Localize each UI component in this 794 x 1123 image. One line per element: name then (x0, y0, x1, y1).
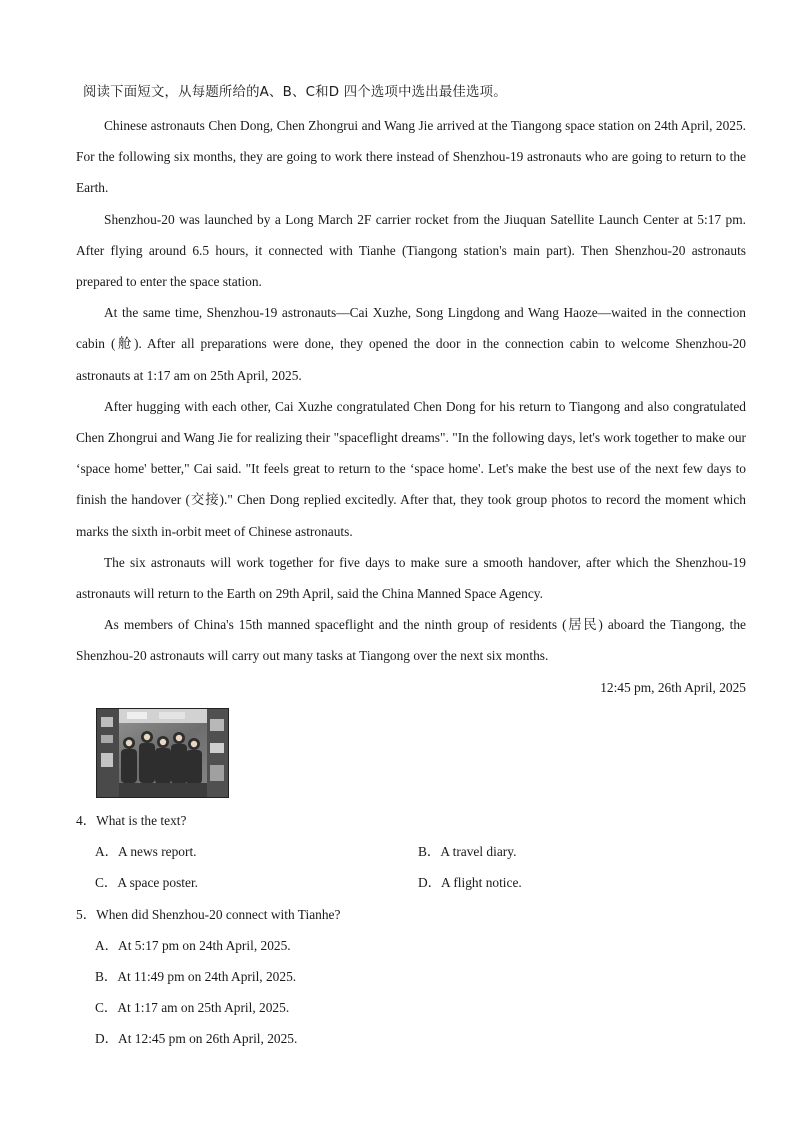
question-5-stem: 5．When did Shenzhou-20 connect with Tianhe? (76, 906, 341, 922)
article-paragraph-2: Shenzhou-20 was launched by a Long March 2F carrier rocket from the Jiuquan Satellite Launch Center at 5:17 pm. After flying around 6.5 hours, it connected with Tianhe (Tiangong station's main part). Then Shenzhou-20 astronauts prepared to enter the space station. (76, 211, 746, 290)
astronauts-photo (96, 708, 229, 798)
instruction-text: 阅读下面短文，从每题所给的A、B、C和D 四个选项中选出最佳选项。 (83, 85, 507, 100)
question-4-options (76, 836, 746, 898)
question-5-option-a[interactable]: A．At 5:17 pm on 24th April, 2025. (95, 937, 291, 953)
article-paragraph-1: Chinese astronauts Chen Dong, Chen Zhongrui and Wang Jie arrived at the Tiangong space station on 24th April, 2025. For the following six months, they are going to work there instead of Shenzhou-19 astronauts who are going to return to the Earth. (76, 118, 746, 196)
article-paragraph-5: The six astronauts will work together for five days to make sure a smooth handover, after which the Shenzhou-19 astronauts will return to the Earth on 29th April, said the China Manned Space Agency. (76, 554, 746, 602)
question-5-option-c[interactable]: C．At 1:17 am on 25th April, 2025. (95, 1000, 290, 1016)
article-paragraph-4: After hugging with each other, Cai Xuzhe congratulated Chen Dong for his return to Tiangong and also congratulated Chen Zhongrui and Wang Jie for realizing their "spaceflight dreams". "In the following days, let's work together to make our ‘space home' better," Cai said. "It feels great to return to the ‘space home'. Let's make the best use of the next few days to finish the handover (交接)." Chen Dong replied excitedly. After that, they took group photos to record the moment which marks the sixth in-orbit meet of Chinese astronauts. (76, 398, 746, 539)
question-4-option-a[interactable]: A．A news report. (95, 844, 197, 860)
article-paragraph-3: At the same time, Shenzhou-19 astronauts—Cai Xuzhe, Song Lingdong and Wang Haoze—waited in the connection cabin (舱). After all preparations were done, they opened the door in the connection cabin to welcome Shenzhou-20 astronauts at 1:17 am on 25th April, 2025. (76, 305, 746, 383)
article (76, 110, 746, 703)
question-4-stem: 4．What is the text? (76, 813, 187, 828)
question-4-option-d[interactable]: D．A flight notice. (418, 875, 522, 891)
question-4-option-b[interactable]: B．A travel diary. (418, 844, 517, 860)
question-5-option-b[interactable]: B．At 11:49 pm on 24th April, 2025. (95, 969, 297, 985)
question-5-option-d[interactable]: D．At 12:45 pm on 26th April, 2025. (95, 1031, 298, 1047)
question-5-options (76, 930, 746, 1055)
article-dateline: 12:45 pm, 26th April, 2025 (600, 679, 746, 695)
question-section (76, 805, 746, 1055)
article-paragraph-6: As members of China's 15th manned spaceflight and the ninth group of residents (居民) aboard the Tiangong, the Shenzhou-20 astronauts will carry out many tasks at Tiangong over the next six months. (76, 617, 746, 664)
question-4-option-c[interactable]: C．A space poster. (95, 875, 199, 891)
